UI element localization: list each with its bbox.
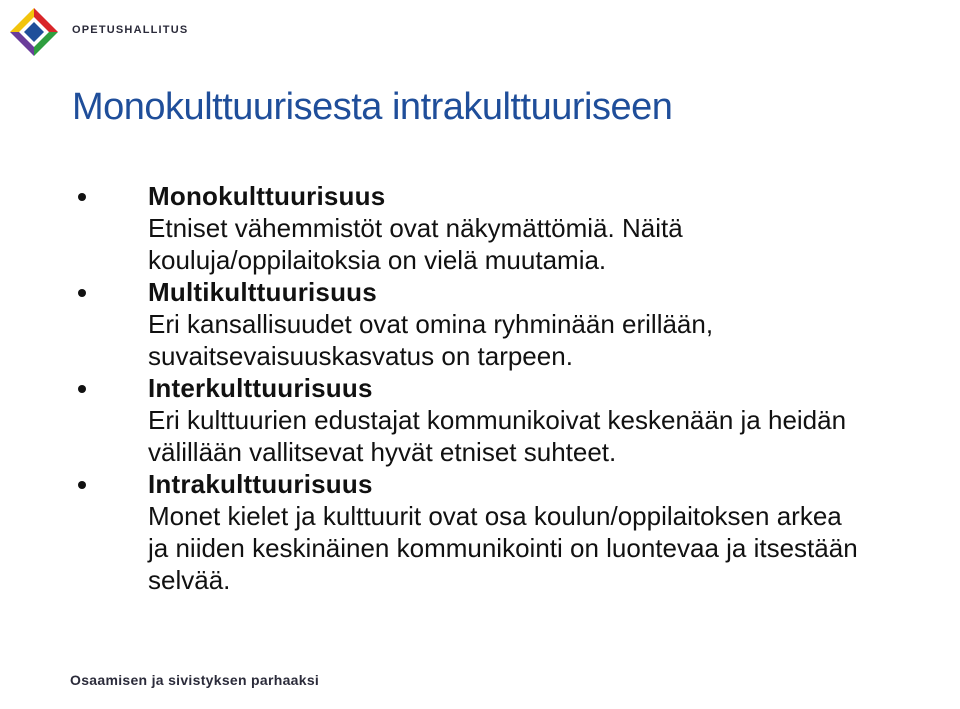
bullet-item-intrakulttuurisuus [0, 468, 960, 596]
diamond-logo-icon [8, 6, 60, 58]
bullet-text: Eri kansallisuudet ovat omina ryhminään erillään, suvaitsevaisuuskasvatus on tarpeen. [148, 309, 714, 371]
bullet-heading: Interkulttuurisuus [148, 373, 373, 403]
bullet-dot-icon [78, 289, 86, 297]
bullet-dot-icon [78, 193, 86, 201]
bullet-list [0, 180, 960, 596]
bullet-dot-icon [78, 481, 86, 489]
bullet-item-multikulttuurisuus [0, 276, 960, 372]
bullet-heading: Monokulttuurisuus [148, 181, 386, 211]
bullet-dot-icon [78, 385, 86, 393]
slide-title: Monokulttuurisesta intrakulttuuriseen [72, 86, 673, 128]
footer-tagline: Osaamisen ja sivistyksen parhaaksi [70, 672, 320, 688]
bullet-text: Monet kielet ja kulttuurit ovat osa koulun/oppilaitoksen arkea ja niiden keskinäinen kommunikointi on luontevaa ja itsestään selvää. [148, 501, 858, 595]
bullet-heading: Multikulttuurisuus [148, 277, 377, 307]
bullet-text: Eri kulttuurien edustajat kommunikoivat keskenään ja heidän välillään vallitsevat hyvät etniset suhteet. [148, 405, 847, 467]
bullet-item-interkulttuurisuus [0, 372, 960, 468]
bullet-text: Etniset vähemmistöt ovat näkymättömiä. Näitä kouluja/oppilaitoksia on vielä muutamia. [148, 213, 683, 275]
bullet-heading: Intrakulttuurisuus [148, 469, 373, 499]
bullet-item-monokulttuurisuus [0, 180, 960, 276]
org-name: OPETUSHALLITUS [72, 24, 189, 36]
